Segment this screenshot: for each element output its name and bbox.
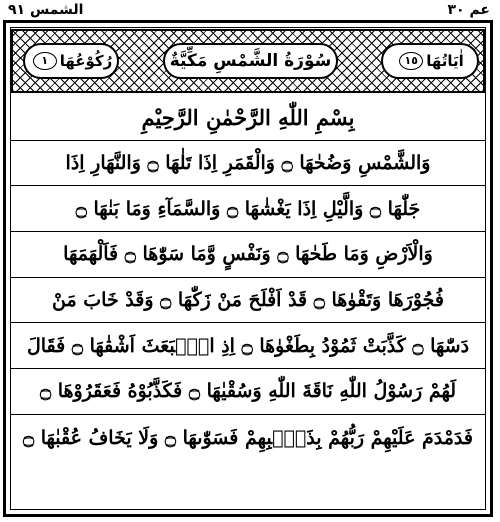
text-line: دَسّٰهَا ۝ كَذَّبَتْ ثَمُوْدُ بِطَغْوٰهَا ۝ اِذِ انْۢبَعَثَ اَشْقٰهَا ۝ فَقَالَ <box>11 323 485 369</box>
ruku-label: رُكُوْعُهَا <box>59 52 113 70</box>
ayat-label: اٰيَاتُهَا <box>426 52 464 70</box>
surah-title-cartouche <box>163 43 338 79</box>
text-line: وَالشَّمْسِ وَضُحٰهَا ۝ وَالْقَمَرِ اِذَا تَلٰهَا ۝ وَالنَّهَارِ اِذَا <box>11 141 485 187</box>
surah-name-number: الشمس ٩١ <box>8 2 84 18</box>
ayat-cartouche <box>381 43 479 79</box>
page-frame <box>3 20 493 517</box>
page-top-meta <box>0 0 500 22</box>
bismillah-line: بِسْمِ اللّٰهِ الرَّحْمٰنِ الرَّحِيْمِ <box>11 95 485 141</box>
text-line: جَلّٰهَا ۝ وَالَّيْلِ اِذَا يَغْشٰهَا ۝ وَالسَّمَآءِ وَمَا بَنٰهَا ۝ <box>11 186 485 232</box>
text-line: وَالْاَرْضِ وَمَا طَحٰهَا ۝ وَنَفْسٍ وَّمَا سَوّٰهَا ۝ فَاَلْهَمَهَا <box>11 232 485 278</box>
ruku-cartouche <box>23 43 119 79</box>
ruku-count: ١ <box>33 52 57 70</box>
ayat-count: ١٥ <box>399 52 423 70</box>
juz-label: عم ٣٠ <box>447 2 490 18</box>
surah-title: سُوْرَةُ الشَّمْسِ مَكِّيَّةٌ <box>169 51 332 71</box>
text-line: فُجُوْرَهَا وَتَقْوٰهَا ۝ قَدْ اَفْلَحَ مَنْ زَكّٰهَا ۝ وَقَدْ خَابَ مَنْ <box>11 278 485 324</box>
text-line: فَدَمْدَمَ عَلَيْهِمْ رَبُّهُمْ بِذَنْۢبِهِمْ فَسَوّٰىهَا ۝ وَلَا يَخَافُ عُقْبٰهَا ۝ <box>23 426 473 449</box>
quran-text-area <box>11 95 485 507</box>
text-line: لَهُمْ رَسُوْلُ اللّٰهِ نَاقَةَ اللّٰهِ وَسُقْيٰهَا ۝ فَكَذَّبُوْهُ فَعَقَرُوْهَا ۝ <box>11 369 485 415</box>
surah-header-band <box>11 29 485 93</box>
